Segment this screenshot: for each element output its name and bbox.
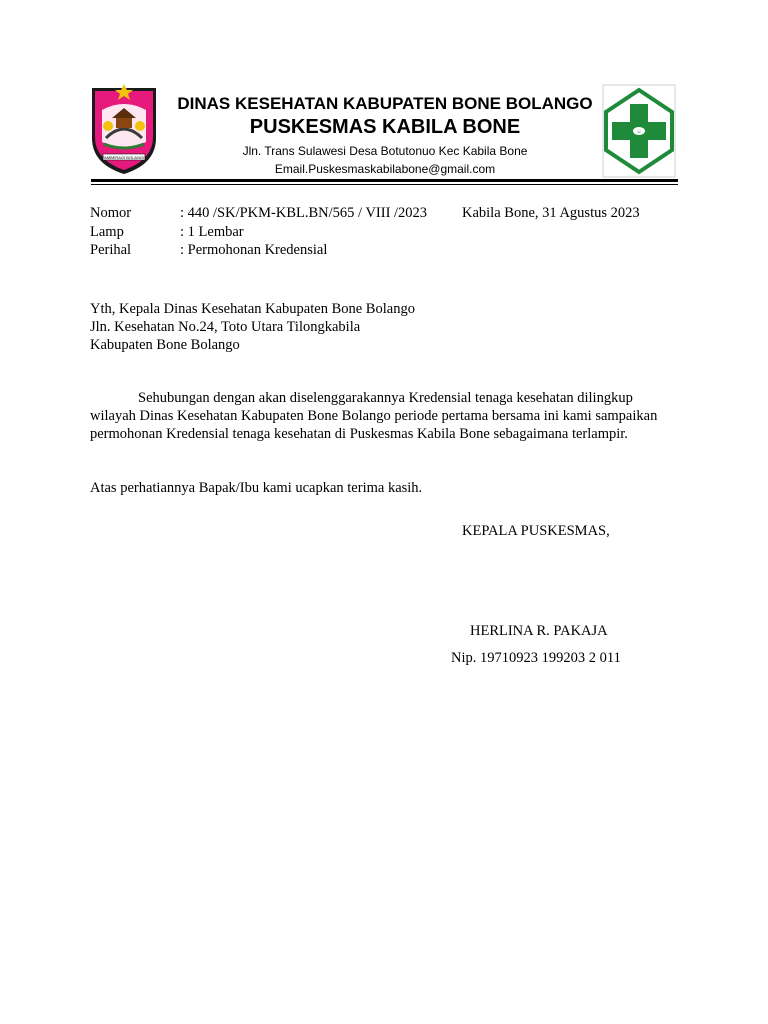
closing-line: Atas perhatiannya Bapak/Ibu kami ucapkan terima kasih. [90, 480, 423, 496]
recipient-line-2: Jln. Kesehatan No.24, Toto Utara Tilongkabila [90, 319, 361, 335]
signatory-nip: Nip. 19710923 199203 2 011 [451, 650, 621, 666]
recipient-line-1: Yth, Kepala Dinas Kesehatan Kabupaten Bone Bolango [90, 301, 415, 317]
perihal-value: : Permohonan Kredensial [180, 242, 328, 258]
body-paragraph [90, 389, 670, 443]
header-rule-thick [91, 179, 678, 182]
emblem-ribbon-text: TAMBERAGI BOLANGO [101, 155, 147, 160]
letterhead-email: Email.Puskesmaskabilabone@gmail.com [274, 162, 496, 176]
signature-title: KEPALA PUSKESMAS, [462, 523, 610, 539]
body-paragraph-text: Sehubungan dengan akan diselenggarakannya Kredensial tenaga kesehatan dilingkup wilayah Dinas Kesehatan Kabupaten Bone Bolango periode pertama bersama ini kami sampaikan permohonan Kredensial tenaga kesehatan di Puskesmas Kabila Bone sebagaimana terlampir. [90, 390, 658, 442]
puskesmas-name: PUSKESMAS KABILA BONE [249, 116, 521, 138]
lamp-value: : 1 Lembar [180, 224, 244, 240]
letterhead-address: Jln. Trans Sulawesi Desa Botutonuo Kec Kabila Bone [242, 144, 528, 158]
header-rule-thin [91, 184, 678, 185]
recipient-line-3: Kabupaten Bone Bolango [90, 337, 240, 353]
agency-name: DINAS KESEHATAN KABUPATEN BONE BOLANGO [177, 94, 593, 113]
puskesmas-logo [602, 84, 676, 178]
svg-text:☺: ☺ [636, 129, 642, 135]
nomor-value: : 440 /SK/PKM-KBL.BN/565 / VIII /2023 [180, 205, 428, 221]
place-date: Kabila Bone, 31 Agustus 2023 [462, 205, 640, 221]
nomor-label: Nomor [90, 205, 132, 221]
signatory-name: HERLINA R. PAKAJA [470, 623, 608, 639]
lamp-label: Lamp [90, 224, 124, 240]
perihal-label: Perihal [90, 242, 132, 258]
bone-bolango-emblem [88, 80, 160, 176]
